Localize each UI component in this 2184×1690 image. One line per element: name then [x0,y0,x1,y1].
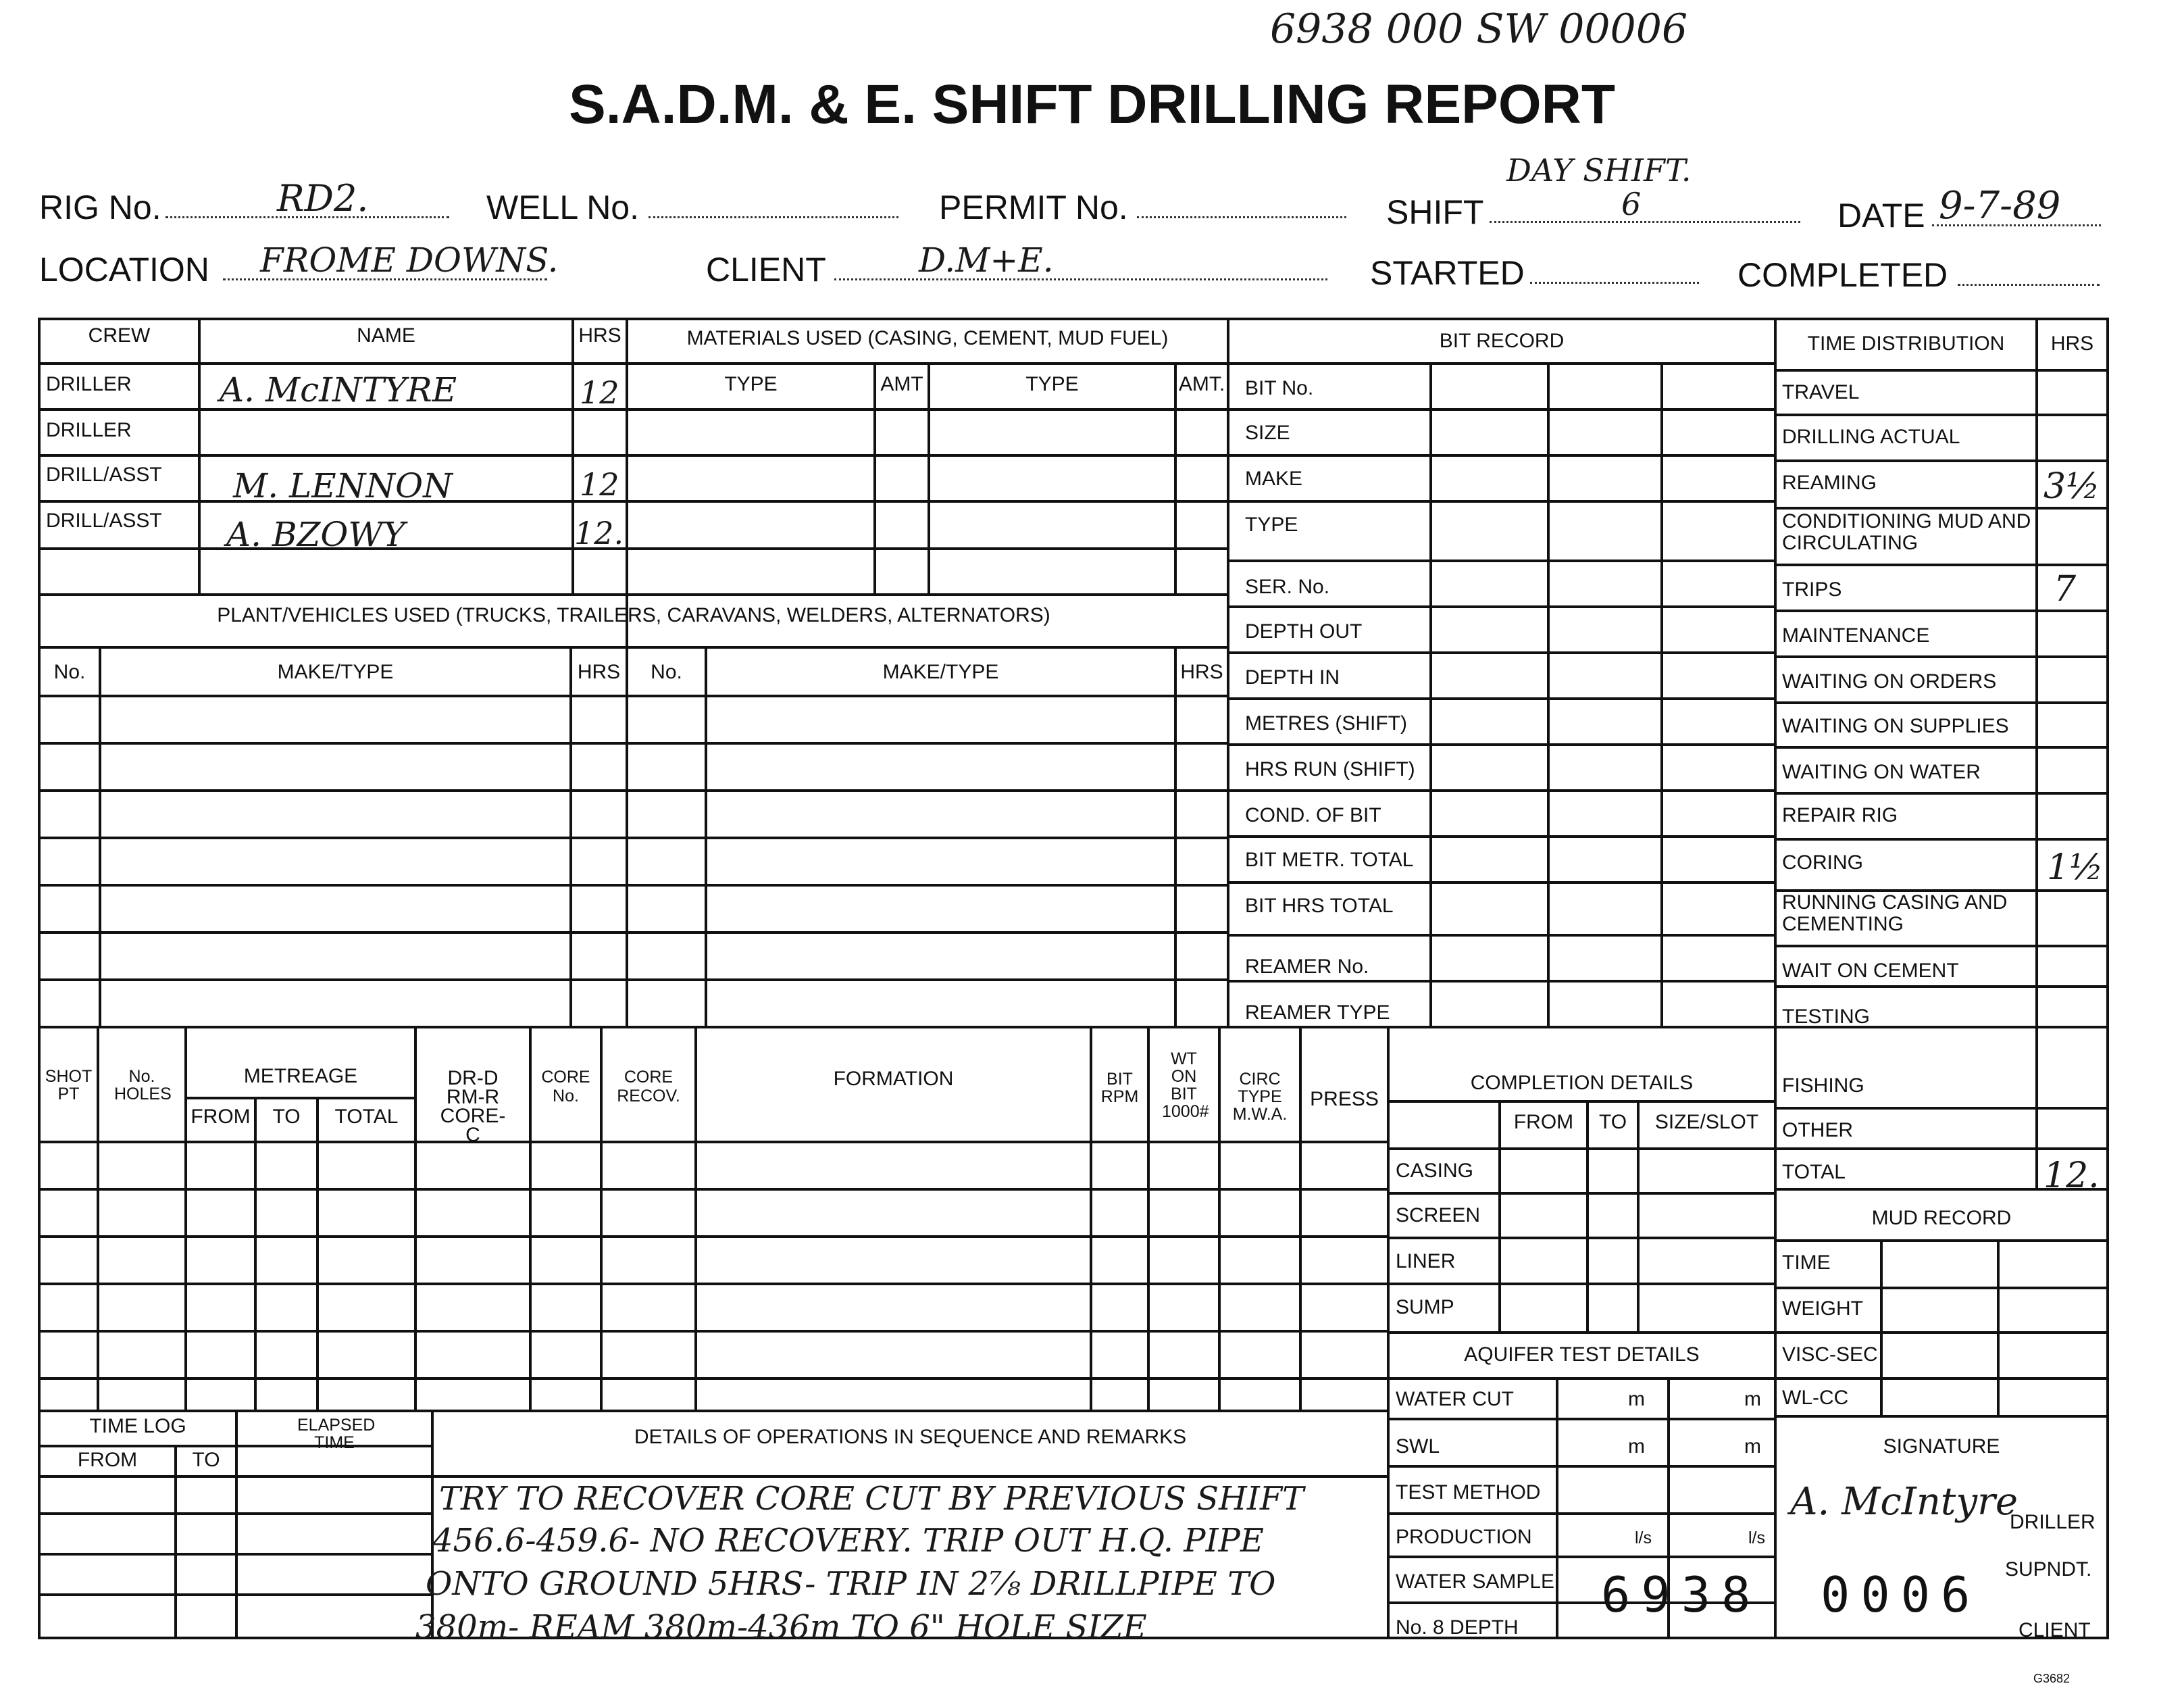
td-total: TOTAL [1782,1161,1846,1183]
signature-client-label: CLIENT [2018,1619,2091,1641]
bit-row-reamer-no: REAMER No. [1245,955,1369,978]
document-reference-number: 6938 000 SW 00006 [1270,5,1688,53]
aquifer-swl-unit-1: m [1628,1435,1645,1458]
drill-header-metreage: METREAGE [243,1065,358,1087]
drill-header-shot-pt: SHOT PT [45,1067,93,1103]
plant-make-header-2: MAKE/TYPE [882,661,999,683]
drill-header-from: FROM [191,1105,251,1128]
materials-title: MATERIALS USED (CASING, CEMENT, MUD FUEL) [686,327,1169,349]
aquifer-production-unit-2: l/s [1748,1529,1765,1547]
signature-driller-label: DRILLER [2010,1511,2096,1533]
signature-title: SIGNATURE [1883,1435,2000,1458]
aquifer-row-water-sample: WATER SAMPLE [1396,1570,1555,1593]
bit-row-reamer-type: REAMER TYPE [1245,1001,1390,1024]
drill-header-total: TOTAL [334,1105,399,1128]
completion-to-header: TO [1598,1111,1627,1133]
td-trips-hrs: 7 [2054,569,2077,610]
aquifer-water-cut-unit-1: m [1628,1388,1645,1410]
td-fishing: FISHING [1782,1074,1864,1097]
date-value: 9-7-89 [1939,184,2061,228]
signature-supndt-label: SUPNDT. [2005,1558,2092,1581]
report-title: S.A.D.M. & E. SHIFT DRILLING REPORT [569,74,1615,135]
rig-label: RIG No. [39,189,161,226]
materials-amt-header-2: AMT. [1178,373,1225,395]
drill-header-no-holes: No. HOLES [114,1067,172,1103]
details-line-1: TRY TO RECOVER CORE CUT BY PREVIOUS SHIFT [439,1480,1304,1518]
form-code: G3682 [2033,1672,2071,1685]
plant-no-header-1: No. [53,661,86,683]
aquifer-title: AQUIFER TEST DETAILS [1464,1343,1700,1366]
crew-name-header: NAME [357,324,415,347]
time-distribution-hrs-header: HRS [2050,332,2094,355]
aquifer-water-cut-unit-2: m [1744,1388,1761,1410]
td-reaming: REAMING [1782,472,1877,494]
crew-role-3: DRILL/ASST [46,464,162,486]
bit-row-hrs-run-shift: HRS RUN (SHIFT) [1245,758,1415,780]
crew-name-1: A. McINTYRE [220,370,457,409]
shift-value-number: 6 [1621,186,1642,222]
completion-row-sump: SUMP [1396,1296,1454,1318]
aquifer-row-no8-depth: No. 8 DEPTH [1396,1616,1519,1639]
location-label: LOCATION [39,251,209,289]
plant-hrs-header-2: HRS [1180,661,1223,683]
drill-header-core-no: CORE No. [541,1068,590,1105]
crew-name-4: A. BZOWY [226,515,405,554]
details-line-4: 380m- REAM 380m-436m TO 6" HOLE SIZE [415,1608,1147,1646]
timelog-title: TIME LOG [89,1415,186,1437]
plant-no-header-2: No. [651,661,682,683]
materials-amt-header-1: AMT [880,373,923,395]
client-label: CLIENT [706,251,826,289]
aquifer-row-test-method: TEST METHOD [1396,1481,1541,1503]
completion-from-header: FROM [1513,1111,1574,1133]
bit-row-type: TYPE [1245,514,1298,536]
details-line-3: ONTO GROUND 5HRS- TRIP IN 2⅞ DRILLPIPE TO [426,1565,1276,1603]
td-other: OTHER [1782,1119,1853,1141]
driller-signature: A. McIntyre [1790,1480,2018,1524]
aquifer-row-water-cut: WATER CUT [1396,1388,1514,1410]
client-value: D.M+E. [919,241,1054,280]
bit-row-depth-in: DEPTH IN [1245,666,1340,689]
crew-hrs-4: 12. [574,515,624,551]
crew-role-2: DRILLER [46,419,132,441]
td-waiting-on-supplies: WAITING ON SUPPLIES [1782,715,2009,737]
bit-row-ser-no: SER. No. [1245,576,1330,598]
drill-header-formation: FORMATION [833,1068,954,1090]
shift-value-day: DAY SHIFT. [1506,152,1692,189]
bit-row-bit-metr-total: BIT METR. TOTAL [1245,849,1414,871]
drill-header-wt-on-bit: WT ON BIT 1000# [1162,1049,1209,1121]
completion-row-screen: SCREEN [1396,1204,1481,1226]
materials-type-header-2: TYPE [1025,373,1079,395]
aquifer-row-swl: SWL [1396,1435,1440,1458]
completion-size-slot-header: SIZE/SLOT [1654,1111,1759,1133]
completed-label: COMPLETED [1737,256,1948,294]
crew-role-1: DRILLER [46,373,132,395]
materials-type-header-1: TYPE [724,373,778,395]
td-reaming-hrs: 3½ [2043,466,2100,507]
location-value: FROME DOWNS. [260,241,559,280]
mud-record-title: MUD RECORD [1871,1207,2012,1229]
completion-title: COMPLETION DETAILS [1470,1072,1694,1094]
td-coring: CORING [1782,851,1863,874]
td-running-casing: RUNNING CASING AND CEMENTING [1782,891,2008,935]
bit-row-bit-hrs-total: BIT HRS TOTAL [1245,895,1394,917]
timelog-from-header: FROM [77,1449,138,1471]
aquifer-row-production: PRODUCTION [1396,1526,1532,1548]
bit-record-title: BIT RECORD [1439,330,1565,352]
td-waiting-on-orders: WAITING ON ORDERS [1782,670,1997,693]
aquifer-swl-unit-2: m [1744,1435,1761,1458]
crew-name-3: M. LENNON [233,466,453,505]
mud-row-visc-sec: VISC-SEC [1782,1343,1878,1366]
drill-header-bit-rpm: BIT RPM [1100,1070,1139,1106]
td-trips: TRIPS [1782,578,1842,601]
crew-header: CREW [88,324,151,347]
drill-header-core-recov: CORE RECOV. [617,1068,680,1105]
td-wait-on-cement: WAIT ON CEMENT [1782,960,1959,982]
plant-make-header-1: MAKE/TYPE [277,661,394,683]
bit-row-metres-shift: METRES (SHIFT) [1245,712,1407,735]
stamp-number-right: 0006 [1821,1566,1981,1623]
td-conditioning-mud: CONDITIONING MUD AND CIRCULATING [1782,510,2031,554]
td-coring-hrs: 1½ [2047,847,2104,888]
stamp-number-left: 6938 [1601,1566,1762,1623]
td-total-hrs: 12. [2043,1155,2100,1196]
td-drilling-actual: DRILLING ACTUAL [1782,426,1960,448]
plant-title: PLANT/VEHICLES USED (TRUCKS, TRAILERS, CARAVANS, WELDERS, ALTERNATORS) [217,604,1050,626]
well-label: WELL No. [486,189,640,226]
bit-row-make: MAKE [1245,468,1303,490]
td-travel: TRAVEL [1782,381,1860,403]
crew-hrs-3: 12 [580,466,619,503]
completion-row-liner: LINER [1396,1250,1456,1272]
details-title: DETAILS OF OPERATIONS IN SEQUENCE AND REMARKS [634,1426,1187,1448]
td-testing: TESTING [1782,1005,1871,1028]
bit-row-cond-of-bit: COND. OF BIT [1245,804,1381,826]
bit-row-depth-out: DEPTH OUT [1245,620,1363,643]
crew-hrs-header: HRS [578,324,621,347]
mud-row-time: TIME [1782,1251,1831,1274]
crew-role-4: DRILL/ASST [46,510,162,532]
drill-header-circ-type: CIRC TYPE M.W.A. [1232,1070,1288,1124]
td-repair-rig: REPAIR RIG [1782,804,1898,826]
bit-row-bit-no: BIT No. [1245,377,1314,399]
timelog-elapsed-header: ELAPSED TIME [297,1416,376,1452]
crew-hrs-1: 12 [580,374,619,411]
rig-value: RD2. [277,177,369,220]
aquifer-production-unit-1: l/s [1635,1529,1652,1547]
completion-row-casing: CASING [1396,1160,1474,1182]
mud-row-weight: WEIGHT [1782,1297,1863,1320]
drill-header-dr-rm-core: DR-D RM-R CORE-C [440,1067,506,1146]
details-line-2: 456.6-459.6- NO RECOVERY. TRIP OUT H.Q. PIPE [432,1522,1264,1560]
td-maintenance: MAINTENANCE [1782,624,1930,647]
td-waiting-on-water: WAITING ON WATER [1782,761,1981,783]
time-distribution-title: TIME DISTRIBUTION [1807,332,2005,355]
started-label: STARTED [1370,254,1525,292]
permit-label: PERMIT No. [939,189,1128,226]
timelog-to-header: TO [192,1449,220,1471]
plant-hrs-header-1: HRS [577,661,621,683]
drill-header-to: TO [272,1105,301,1128]
shift-label: SHIFT [1386,193,1484,231]
bit-row-size: SIZE [1245,422,1290,444]
mud-row-wl-cc: WL-CC [1782,1387,1849,1409]
date-label: DATE [1837,197,1925,234]
drill-header-press: PRESS [1310,1088,1379,1110]
